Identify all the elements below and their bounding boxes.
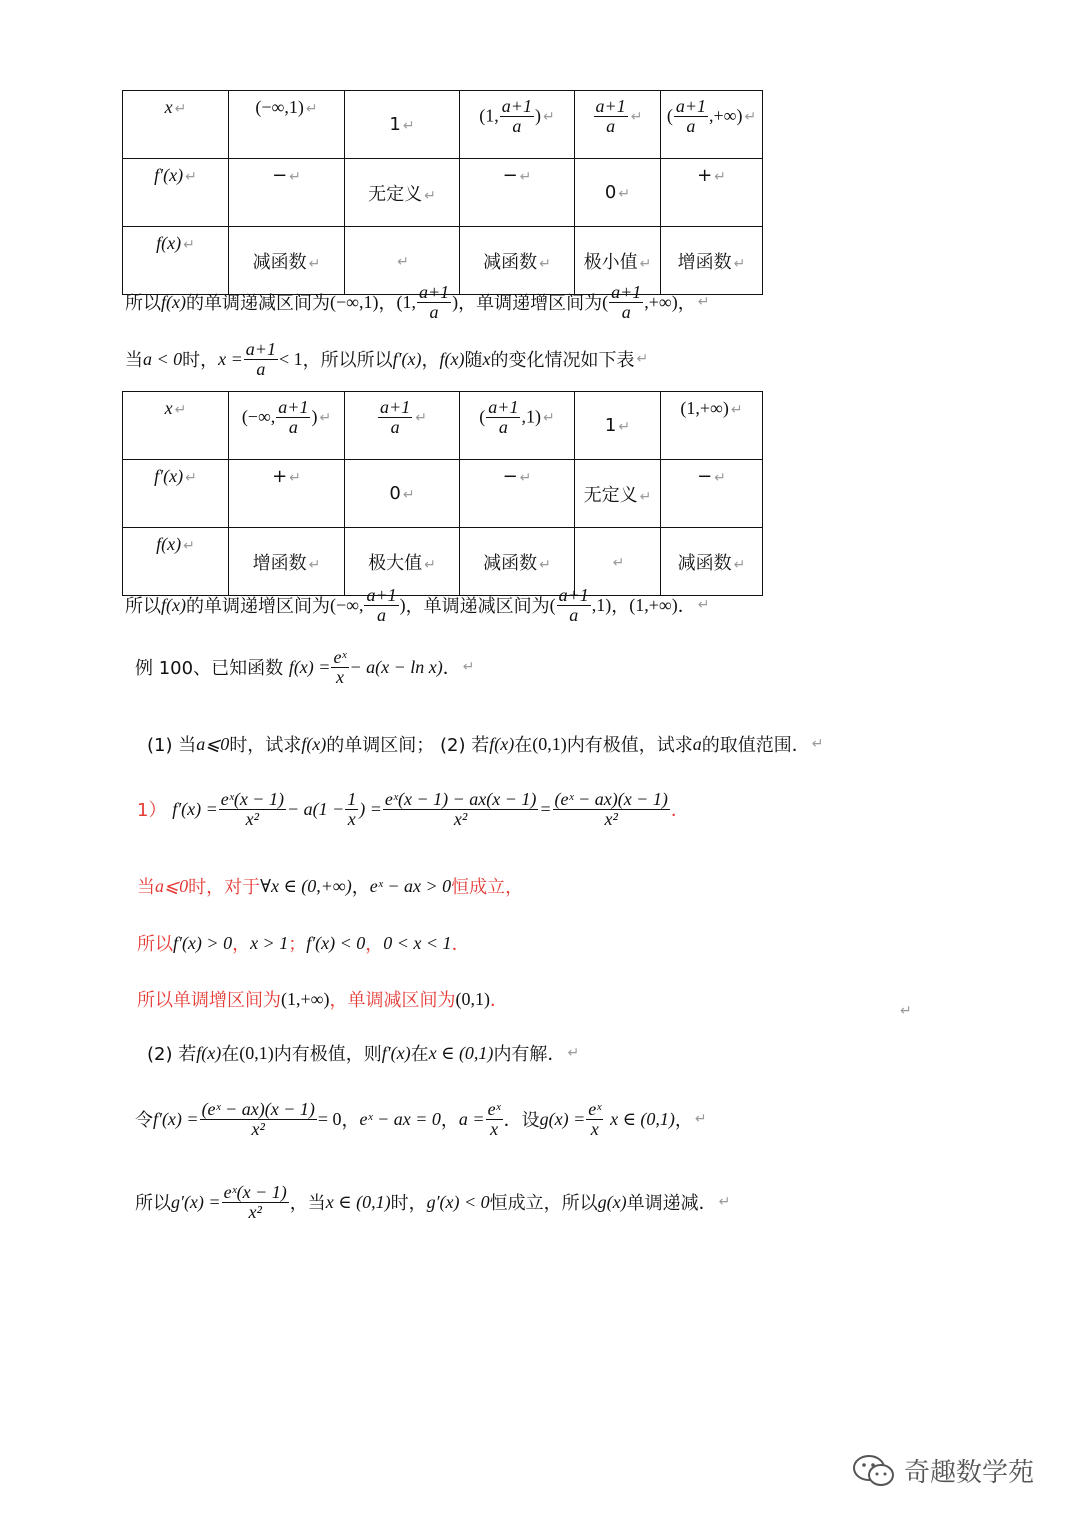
table-cell: 无定义 ↵ [345, 159, 460, 227]
table-cell: 极大值 ↵ [345, 528, 460, 596]
table-cell: f(x) ↵ [123, 227, 229, 295]
table-cell: (−∞,1) ↵ [229, 91, 345, 159]
row-label-x: x [164, 97, 173, 117]
fraction: $\frac{a+1}{a}$ [380, 397, 411, 437]
table-cell: (−∞, $\frac{a+1}{a}$ ) ↵ [229, 392, 345, 460]
table-cell: $\frac{a+1}{a}$ ↵ [345, 392, 460, 460]
example-100-heading: 例 100、已知函数 f(x) = $\frac{\text{eˣ}}{x}$ − a(x − ln x) ． ↵ [135, 647, 475, 687]
variation-table-2 [122, 391, 763, 596]
table-cell: 减函数 ↵ [460, 528, 575, 596]
fraction: $\frac{\text{(eˣ − ax)(x − 1)}}{\text{x²}}$ [201, 1099, 315, 1139]
table-row [123, 392, 763, 460]
table-row [123, 159, 763, 227]
table-cell: f(x) ↵ [123, 528, 229, 596]
table-cell: $\frac{a+1}{a}$ ↵ [575, 91, 661, 159]
table-cell: + ↵ [229, 460, 345, 528]
fraction: $\frac{a+1}{a}$ [278, 397, 309, 437]
solution-case-a-nonpositive: 当 a⩽0 时，对于 ∀x ∈ (0,+∞) ， eˣ − ax > 0 恒成立， [137, 875, 524, 898]
table-cell: 减函数 ↵ [460, 227, 575, 295]
part2-set-derivative-zero: 令 f′(x) = $\frac{\text{(eˣ − ax)(x − 1)}}{\text{x²}}$ = 0 ， eˣ − ax = 0 ， a = $\frac{\text{eˣ}}{x}$ ．设 g(x) = $\frac{\text{eˣ}}{x}$ x ∈ (0,1) ， ↵ [135, 1099, 707, 1139]
watermark [852, 1452, 1034, 1489]
table-cell: f′(x) ↵ [123, 460, 229, 528]
table-cell: f′(x) ↵ [123, 159, 229, 227]
fraction: $\frac{a+1}{a}$ [558, 585, 589, 625]
table-cell: ( $\frac{a+1}{a}$ ,1) ↵ [460, 392, 575, 460]
question-parts: (1) 当 a⩽0 时，试求 f(x) 的单调区间； (2) 若 f(x) 在 (0,1) 内有极值，试求 a 的取值范围． ↵ [147, 733, 824, 756]
table-cell: ↵ [575, 528, 661, 596]
solution-sign-analysis: 所以 f′(x) > 0 ， x > 1 ； f′(x) < 0 ， 0 < x < 1 ． [137, 932, 470, 955]
table-cell: 减函数 ↵ [229, 227, 345, 295]
table-cell: 0 ↵ [575, 159, 661, 227]
part2-intro: (2) 若 f(x) 在 (0,1) 内有极值，则 f′(x) 在 x ∈ (0,1) 内有解． ↵ [147, 1042, 580, 1065]
fraction: $\frac{\text{eˣ(x − 1)}}{\text{x²}}$ [223, 1182, 287, 1222]
fraction: $\frac{\text{eˣ}}{x}$ [333, 647, 347, 687]
table-cell: (1, $\frac{a+1}{a}$ ) ↵ [460, 91, 575, 159]
part2-g-derivative: 所以 g′(x) = $\frac{\text{eˣ(x − 1)}}{\text{x²}}$ ，当 x ∈ (0,1) 时， g′(x) < 0 恒成立，所以 g(x) 单调递减． ↵ [135, 1182, 731, 1222]
solution-derivative: 1） f′(x) = $\frac{\text{eˣ(x − 1)}}{\text{x²}}$ − a(1 − $\frac{1}{x}$ ) = $\frac{\text{eˣ(x − 1) − ax(x − 1)}}{\text{x²}}$ = $\frac{\text{(eˣ − ax)(x − 1)}}{\text{x²}}$ ． [137, 789, 689, 829]
fraction: $\frac{a+1}{a}$ [488, 397, 519, 437]
fraction: $\frac{1}{x}$ [347, 789, 357, 829]
conclusion-line-3: 所以 f(x) 的单调递增区间为 (−∞, $\frac{a+1}{a}$ ) ，单调递减区间为 ( $\frac{a+1}{a}$ ,1) ， (1,+∞) ． ↵ [125, 585, 710, 625]
fraction: $\frac{a+1}{a}$ [675, 96, 706, 136]
fraction: $\frac{a+1}{a}$ [245, 339, 276, 379]
fraction: $\frac{a+1}{a}$ [611, 282, 642, 322]
table-cell: ↵ [345, 227, 460, 295]
solution-intervals: 所以单调增区间为 (1,+∞) ，单调减区间为 (0,1) ． [137, 988, 508, 1011]
table-cell: − ↵ [460, 460, 575, 528]
table-cell: x ↵ [123, 392, 229, 460]
table-cell: 极小值 ↵ [575, 227, 661, 295]
cell-value: (−∞,1) [255, 97, 304, 117]
table-cell: + ↵ [661, 159, 763, 227]
table-row [123, 91, 763, 159]
table-cell: 0 ↵ [345, 460, 460, 528]
table-cell: (1,+∞) ↵ [661, 392, 763, 460]
wechat-icon [852, 1453, 896, 1489]
table-cell: x ↵ [123, 91, 229, 159]
table-cell: − ↵ [460, 159, 575, 227]
table-cell: 增函数 ↵ [661, 227, 763, 295]
row-label-x: x [164, 398, 173, 418]
fraction: $\frac{\text{eˣ(x − 1)}}{\text{x²}}$ [220, 789, 284, 829]
row-label-fprime: f′(x) [154, 165, 184, 185]
cell-value: 1 [389, 114, 401, 135]
table-cell: 减函数 ↵ [661, 528, 763, 596]
fraction: $\frac{\text{eˣ}}{x}$ [487, 1099, 501, 1139]
table-cell: ( $\frac{a+1}{a}$ ,+∞) ↵ [661, 91, 763, 159]
table-cell: − ↵ [661, 460, 763, 528]
fraction: $\frac{\text{eˣ(x − 1) − ax(x − 1)}}{\text{x²}}$ [384, 789, 537, 829]
table-cell: − ↵ [229, 159, 345, 227]
watermark-text: 奇趣数学苑 [904, 1458, 1035, 1488]
fraction: $\frac{a+1}{a}$ [501, 96, 532, 136]
conclusion-line-1: 所以 f(x) 的单调递减区间为 (−∞,1) ， (1, $\frac{a+1}{a}$ ) ，单调递增区间为 ( $\frac{a+1}{a}$ ,+∞) ， ↵ [125, 282, 710, 322]
row-label-f: f(x) [156, 534, 182, 554]
table-cell: 增函数 ↵ [229, 528, 345, 596]
table-cell: 无定义 ↵ [575, 460, 661, 528]
fraction: $\frac{\text{(eˣ − ax)(x − 1)}}{\text{x²}}$ [554, 789, 668, 829]
table-row [123, 460, 763, 528]
row-label-f: f(x) [156, 233, 182, 253]
row-label-fprime: f′(x) [154, 466, 184, 486]
variation-table-1 [122, 90, 763, 295]
table-cell: 1 ↵ [345, 91, 460, 159]
case-line-2: 当 a < 0 时， x = $\frac{a+1}{a}$ < 1 ，所以所以 f′(x) ， f(x) 随 x 的变化情况如下表 ↵ [125, 339, 649, 379]
fraction: $\frac{a+1}{a}$ [418, 282, 450, 322]
fraction: $\frac{\text{eˣ}}{x}$ [588, 1099, 602, 1139]
table-cell: 1 ↵ [575, 392, 661, 460]
fraction: $\frac{a+1}{a}$ [595, 96, 626, 136]
fraction: $\frac{a+1}{a}$ [366, 585, 397, 625]
